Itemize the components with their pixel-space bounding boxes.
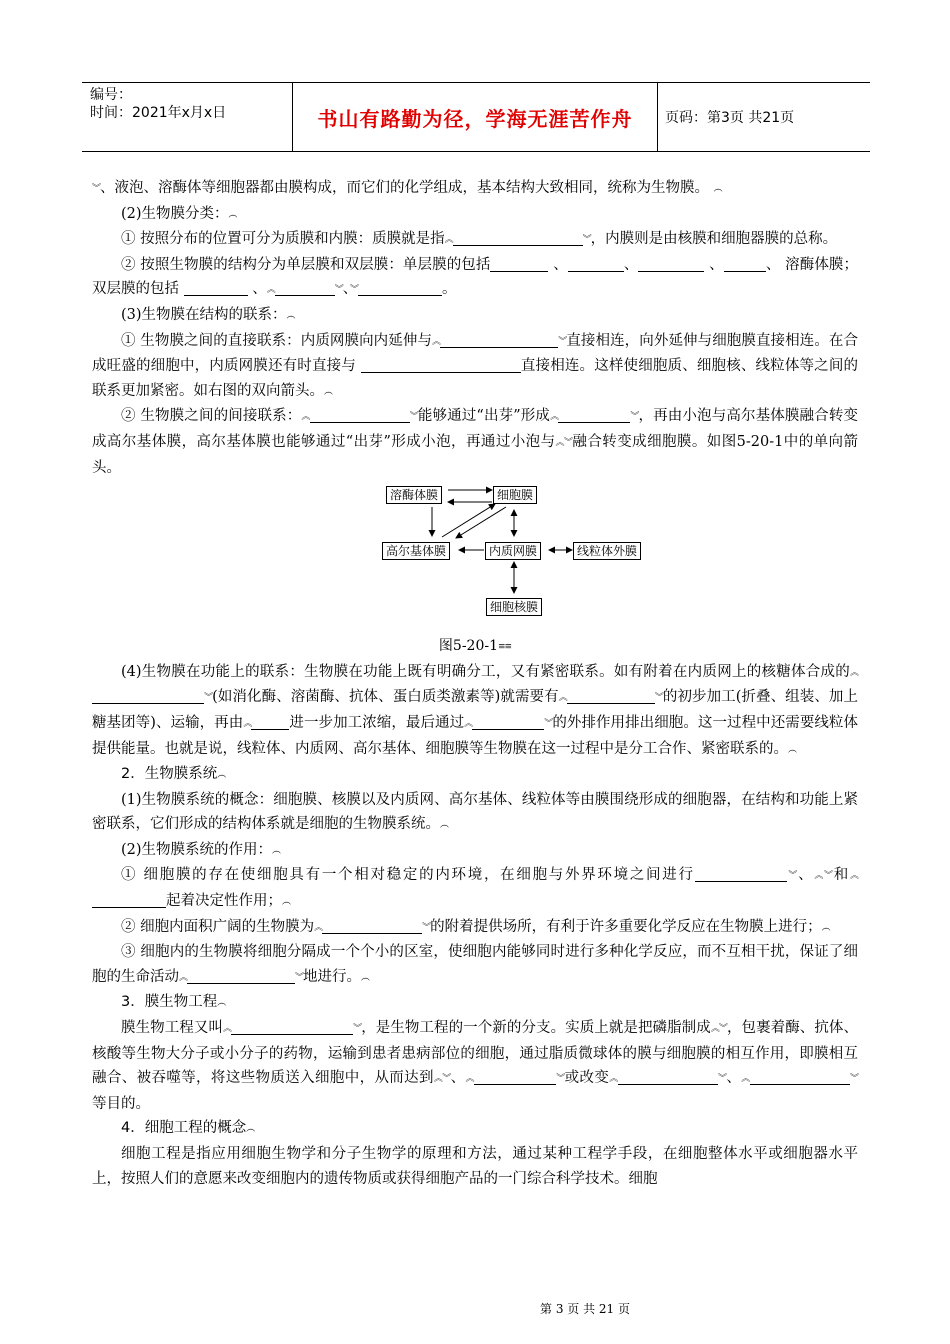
blank [322,918,422,934]
page-footer [0,1300,950,1317]
blank [184,280,248,296]
blank [310,407,410,423]
doc-number-label: 编号： [90,87,132,103]
blank [474,1069,556,1085]
blank [618,1069,718,1085]
paragraph: ③ 细胞内的生物膜将细胞分隔成一个个小的区室，使细胞内能够同时进行多种化学反应，而不互相干扰，保证了细胞的生命活动︽ ︾地进行。︵ [92,944,858,985]
blank [231,1019,353,1035]
diagram-arrows [92,480,858,620]
membrane-relation-diagram [92,480,858,620]
section-heading: 2．生物膜系统︵ [121,766,226,783]
golgi-membrane-box: 高尔基体膜 [382,542,450,560]
figure-caption: 图5-20-1≡≡ [438,638,512,655]
paragraph: ︾、液泡、溶酶体等细胞器都由膜构成，而它们的化学组成，基本结构大致相同，统称为生物膜。 ︵ [92,180,722,196]
blank [358,280,442,296]
header-motto: 书山有路勤为径，学海无涯苦作舟 [292,83,658,151]
paragraph: ② 细胞内面积广阔的生物膜为︽ ︾的附着提供场所，有利于许多重要化学反应在生物膜上进行；︵ [121,918,830,935]
paragraph: 细胞工程是指应用细胞生物学和分子生物学的原理和方法，通过某种工程学手段，在细胞整体水平或细胞器水平上，按照人们的意愿来改变细胞内的遗传物质或获得细胞产品的一门综合科学技术。细胞 [92,1146,858,1187]
cell-membrane-box: 细胞膜 [493,486,537,504]
paragraph: ① 细胞膜的存在使细胞具有一个相对稳定的内环境，在细胞与外界环境之间进行 ︾、︽︾和︽起着决定性作用；︵ [92,863,858,914]
nuclear-membrane-box: 细胞核膜 [486,598,542,616]
er-membrane-box: 内质网膜 [485,542,541,560]
blank [92,688,204,704]
blank [187,968,295,984]
paragraph: (2)生物膜分类：︵ [121,205,237,222]
paragraph: ① 按照分布的位置可分为质膜和内膜：质膜就是指︽ ︾，内膜则是由核膜和细胞器膜的总称。 [121,231,838,248]
doc-time-label: 时间：2021年x月x日 [90,105,227,121]
blank [92,892,166,908]
blank [453,230,583,246]
paragraph: (2)生物膜系统的作用：︵ [121,841,281,858]
blank [567,688,655,704]
blank [638,256,704,272]
blank [695,866,787,882]
blank [361,357,521,373]
paragraph: (1)生物膜系统的概念：细胞膜、核膜以及内质网、高尔基体、线粒体等由膜围绕形成的细胞器，在结构和功能上紧密联系，它们形成的结构体系就是细胞的生物膜系统。︵ [92,791,858,833]
mitochondria-outer-membrane-box: 线粒体外膜 [573,542,641,560]
page-header [82,82,870,152]
paragraph: (3)生物膜在结构的联系：︵ [121,306,295,323]
paragraph: ② 按照生物膜的结构分为单层膜和双层膜：单层膜的包括 、 、 、 、 溶酶体膜；双层膜的包括 、︽ ︾、︾ 。 [92,256,859,298]
blank [490,256,548,272]
blank [750,1069,850,1085]
header-left [90,86,226,122]
paragraph: ① 生物膜之间的直接联系：内质网膜向内延伸与︽ ︾直接相连，向外延伸与细胞膜直接相连。在合成旺盛的细胞中，内质网膜还有时直接与 直接相连。这样使细胞质、细胞核、线粒体等之间的联系更加紧密。如右图的双向箭头。︵ [92,332,859,399]
blank [472,714,544,730]
blank [568,256,624,272]
blank [275,280,335,296]
blank [251,714,289,730]
paragraph: (4)生物膜在功能上的联系：生物膜在功能上既有明确分工，又有紧密联系。如有附着在内质网上的核糖体合成的︽︾(如消化酶、溶菌酶、抗体、蛋白质类激素等)就需要有︽ ︾的初步加工(折叠、组装、加上糖基团等)、运输，再由︽ 进一步加工浓缩，最后通过︽ ︾的外排作用排出细胞。这一过程中还需要线粒体提供能量。也就是说，线粒体、内质网、高尔基体、细胞膜等生物膜在这一过程中是分工合作、紧密联系的。︵ [92,663,858,757]
blank [440,332,558,348]
paragraph: 膜生物工程又叫︽ ︾，是生物工程的一个新的分支。实质上就是把磷脂制成︽︾，包裹着酶、抗体、核酸等生物大分子或小分子的药物，运输到患者患病部位的细胞，通过脂质微球体的膜与细胞膜的相互作用，即膜相互融合、被吞噬等，将这些物质送入细胞中，从而达到︽︾、︽ ︾或改变︽ ︾、︽ ︾等目的。 [92,1020,858,1112]
section-heading: 3．膜生物工程︵ [121,994,226,1011]
footer-page-number: 第 3 页 共 21 页 [540,1302,630,1316]
header-page-info: 页码：第3页 共21页 [665,110,795,126]
blank [724,256,766,272]
section-heading: 4．细胞工程的概念︵ [121,1120,255,1137]
lysosome-membrane-box: 溶酶体膜 [386,486,442,504]
paragraph: ② 生物膜之间的间接联系：︽ ︾能够通过“出芽”形成︽ ︾，再由小泡与高尔基体膜融合转变成高尔基体膜，高尔基体膜也能够通过“出芽”形成小泡，再通过小泡与︽︾融合转变成细胞膜。如图5-20-1中的单向箭头。 [92,408,858,476]
document-body [92,176,858,1191]
blank [558,407,630,423]
